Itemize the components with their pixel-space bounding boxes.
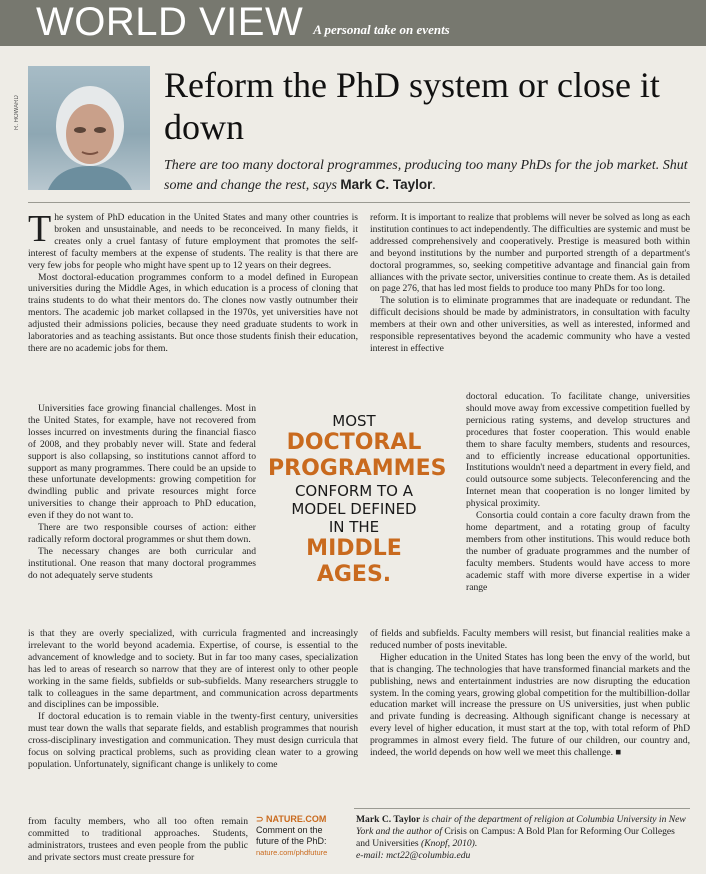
paragraph-7: If doctoral education is to remain viable in the twenty-first century, universities must tear down the walls that separate fields, and establish programmes that nourish cross-disciplinary investigation and communication. They must design curricula that focus on solving practical problems, such as providing clean water to a growing population. Unfortunately, significant change is unlikely to come [28,711,358,770]
paragraph-11: Higher education in the United States has long been the envy of the world, but that is changing. The technologies that have transformed financial markets and the publishing, news and entertainment industries are now disrupting the education system. In the coming years, growing global competition for the multibillion-dollar education market will increase the pressure on US universities, just when public and private funding is decreasing. Although significant change is necessary at every level of higher education, it must start at the top, with total reform of PhD programmes in almost every field. The future of our children, our country and, indeed, the world depends on how well we meet this challenge. ■ [370,651,690,759]
bio-book-title: Crisis on Campus: A Bold Plan for Reforming Our Colleges and Universities [356,826,675,849]
column-1-middle [28,628,358,771]
pull-quote-line-1: MOST [332,412,376,430]
column-1-top [28,208,358,355]
paragraph-6: is that they are overly specialized, with curricula fragmented and increasingly irrelevant to the world beyond academia. Expertise, of course, is essential to the advancement of knowledge and to society. But in far too many cases, specialization has led to areas of research so narrow that they are of interest only to other people working in the same fields, subfields or sub-subfields. Many researchers struggle to talk to colleagues in the same department, and communication across departments and disciplines can be impossible. [28,628,358,711]
nature-box-line-1: Comment on the [256,825,323,835]
paragraph-10: Consortia could contain a core faculty drawn from the home department, and a rotating group of faculty members from other institutions. This would reduce both the number of graduate programmes and the number of faculty members. Students would have access to more academic staff with more diverse expertise in a wider range [466,510,690,593]
paragraph-7-continued: from faculty members, who all too often remain committed to traditional approaches. Students, administrators, trustees and even people from the public and private sectors must create pressure for [28,816,248,863]
bio-text-2: (Knopf, 2010). [421,838,478,849]
section-title: WORLD VIEW [36,0,304,44]
author-bio [356,814,688,862]
bio-email[interactable]: e-mail: mct22@columbia.edu [356,850,471,861]
column-2-narrow [466,391,690,593]
standfirst-author: Mark C. Taylor [340,177,433,192]
header-divider [28,202,690,203]
nature-site-label: ⊃ NATURE.COM [256,814,327,824]
author-portrait-illustration [28,66,150,190]
nature-comment-box [256,814,340,858]
bio-text-1: is chair of the department of religion at Columbia University in New York and the author of [356,814,686,837]
headline: Reform the PhD system or close it down [164,65,660,147]
pull-quote-line-5: MODEL DEFINED [291,500,417,518]
column-1-tail [28,816,248,864]
bio-divider [354,808,690,809]
pull-quote-line-2: DOCTORAL [286,430,422,455]
paragraph-2: Most doctoral-education programmes conform to a model defined in European universities during the Middle Ages, in which education is a process of cloning that trains students to do what their mentors do. The clones now vastly outnumber their mentors. The academic job market collapsed in the 1970s, yet universities have not adjusted their admissions policies, because they need graduate students to work in laboratories and as teaching assistants. But once those students finish their education, there are no academic jobs for them. [28,271,358,354]
column-1-narrow [28,403,256,582]
pull-quote [268,412,447,588]
paragraph-5: The necessary changes are both curricular and institutional. One reason that many doctoral programmes do not adequately serve students [28,545,256,581]
column-2-top [370,212,690,355]
drop-cap: T [28,208,52,250]
pull-quote-line-4: CONFORM TO A [294,482,414,500]
section-subtitle: A personal take on events [313,22,450,37]
paragraph-8: reform. It is important to realize that problems will never be solved as long as each institution continues to act independently. The difficulties are systemic and must be addressed comprehensively and cooperatively. Prestige is measured both within and beyond institutions by the number and purported strength of a department's doctoral programmes, so, seeking competitive advantage and financial gain from alliances with the private sector, universities continue to create them. As is detailed on page 276, that has led most fields to produce too many PhDs for too long. [370,212,690,295]
standfirst [164,156,694,195]
bio-author-name: Mark C. Taylor [356,814,421,825]
column-2-bottom [370,628,690,759]
pull-quote-line-6: IN THE [328,518,380,536]
paragraph-3: Universities face growing financial challenges. Most in the United States, for example, have not recovered from losses incurred on investments during the financial fiasco of 2008, and they probably never will. State and federal support is also collapsing, so institutions cannot afford to support as many programmes. There could be an upside to these unfortunate developments: growing competition for dwindling public and private resources might force universities to change their approach to PhD education, even if they do not want to. [28,403,256,522]
paragraph-10-continued: of fields and subfields. Faculty members will resist, but financial realities make a reduced number of posts inevitable. [370,628,690,651]
pull-quote-line-3: PROGRAMMES [268,456,447,481]
nature-comment-link[interactable]: nature.com/phdfuture [256,848,328,857]
paragraph-4: There are two responsible courses of action: either radically reform doctoral programmes or shut them down. [28,522,256,545]
photo-credit: R. HOWARD [14,95,20,130]
pull-quote-line-7: MIDDLE AGES. [306,536,402,587]
author-photo [28,66,150,190]
nature-box-line-2: future of the PhD: [256,836,327,846]
paragraph-9-continued: doctoral education. To facilitate change, universities should move away from excessive competition fuelled by pernicious rating systems, and develop structures and procedures that foster cooperation. This would enable them to share faculty members, students and resources, and to efficiently increase educational opportunities. Institutions wouldn't need a department in every field, and could outsource some subjects. Teleconferencing and the Internet mean that cooperation is no longer limited by physical proximity. [466,391,690,510]
paragraph-9: The solution is to eliminate programmes that are inadequate or redundant. The difficult decisions should be made by administrators, in consultation with faculty members at their own and other universities, as well as interested, informed and responsible representatives beyond the academic community who have a vested interest in effective [370,295,690,354]
paragraph-1: The system of PhD education in the United States and many other countries is broken and unsustainable, and needs to be reconceived. In many fields, it creates only a cruel fantasy of future employment that promotes the self-interest of faculty members at the expense of students. The reality is that there are very few jobs for people who might have spent up to 12 years on their degrees. [28,208,358,271]
standfirst-text: There are too many doctoral programmes, producing too many PhDs for the job market. Shut some and change the rest, says [164,158,688,193]
section-banner [0,0,706,46]
standfirst-end: . [432,178,436,193]
